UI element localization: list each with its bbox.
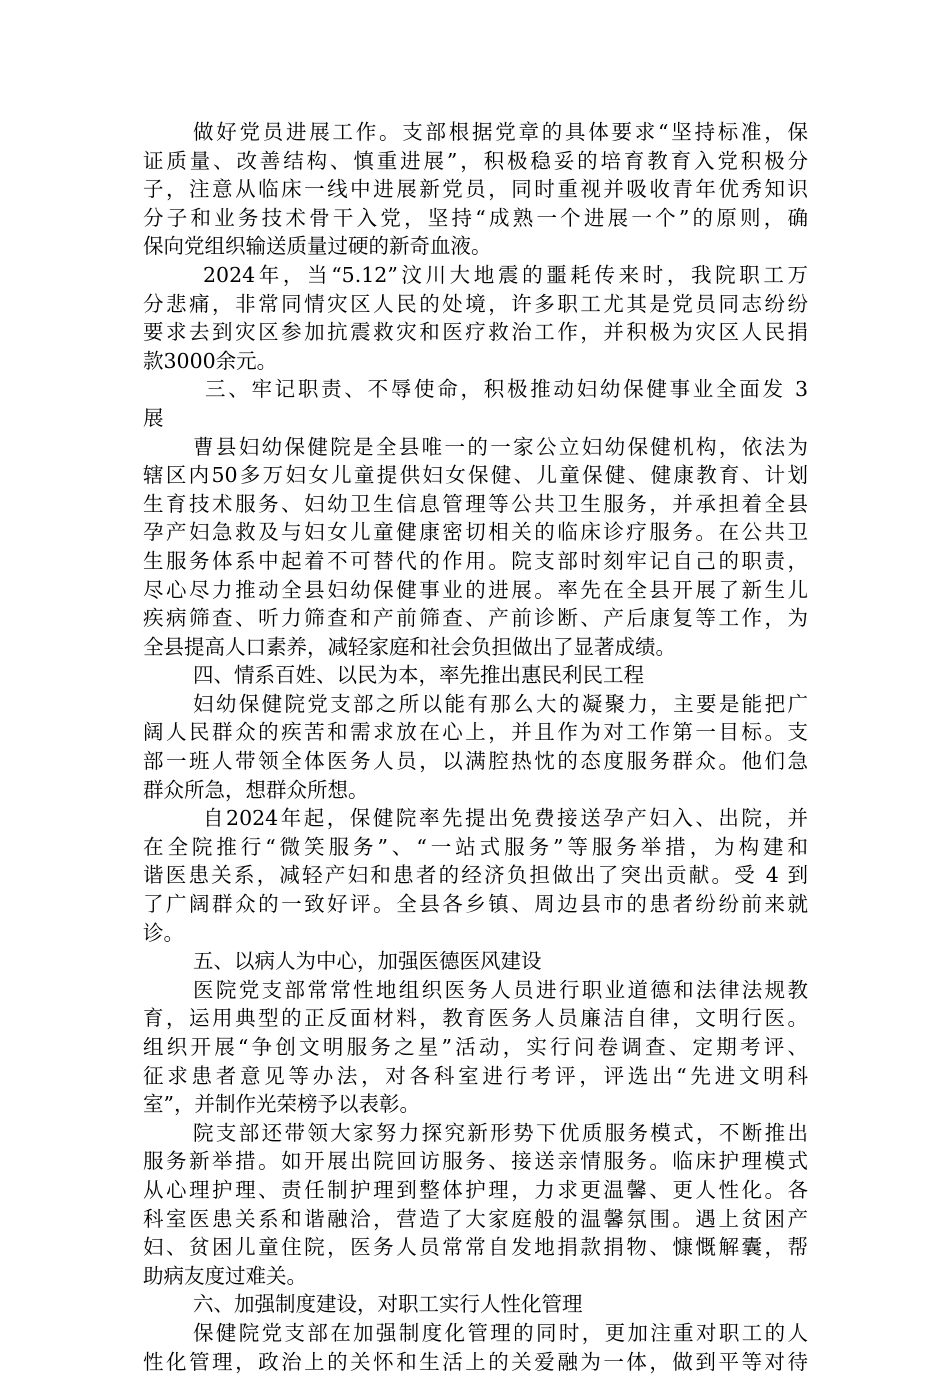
paragraph-line: 辖区内50多万妇女儿童提供妇女保健、儿童保健、健康教育、计划	[143, 463, 808, 488]
paragraph-line: 医院党支部常常性地组织医务人员进行职业道德和法律法规教	[193, 977, 808, 1002]
paragraph-line: 展	[143, 405, 164, 430]
paragraph-line: 服务新举措。如开展出院回访服务、接送亲情服务。临床护理模式	[143, 1149, 808, 1174]
paragraph-line: 从心理护理、责任制护理到整体护理，力求更温馨、更人性化。各	[143, 1177, 808, 1202]
paragraph-line: 了广阔群众的一致好评。全县各乡镇、周边县市的患者纷纷前来就	[143, 892, 808, 917]
paragraph-line: 尽心尽力推动全县妇幼保健事业的进展。率先在全县开展了新生儿	[143, 577, 808, 602]
paragraph-line: 保健院党支部在加强制度化管理的同时，更加注重对职工的人	[193, 1320, 808, 1345]
paragraph-line: 疾病筛查、听力筛查和产前筛查、产前诊断、产后康复等工作，为	[143, 606, 808, 631]
paragraph-line: 育，运用典型的正反面材料，教育医务人员廉洁自律，文明行医。	[143, 1006, 808, 1031]
paragraph-line: 证质量、改善结构、慎重进展”，积极稳妥的培育教育入党积极分	[143, 148, 808, 173]
paragraph-line: 诊。	[143, 920, 184, 945]
paragraph-line: 科室医患关系和谐融洽，营造了大家庭般的温馨氛围。遇上贫困产	[143, 1206, 808, 1231]
paragraph-line: 分子和业务技术骨干入党，坚持“成熟一个进展一个”的原则，确	[143, 205, 808, 230]
paragraph-line: 保向党组织输送质量过硬的新奇血液。	[143, 234, 492, 259]
document-body	[143, 118, 808, 1376]
paragraph-line: 子，注意从临床一线中进展新党员，同时重视并吸收青年优秀知识	[143, 177, 808, 202]
paragraph-line: 阔人民群众的疾苦和需求放在心上，并且作为对工作第一目标。支	[143, 720, 808, 745]
paragraph-line: 助病友度过难关。	[143, 1263, 307, 1288]
paragraph-line: 群众所急，想群众所想。	[143, 777, 369, 802]
paragraph-line: 谐医患关系，减轻产妇和患者的经济负担做出了突出贡献。受 4 到	[143, 863, 808, 888]
paragraph-line: 性化管理，政治上的关怀和生活上的关爱融为一体，做到平等对待	[143, 1349, 808, 1374]
paragraph-line: 妇幼保健院党支部之所以能有那么大的凝聚力，主要是能把广	[193, 691, 808, 716]
section-heading-line: 三、牢记职责、不辱使命，积极推动妇幼保健事业全面发 3	[205, 377, 808, 402]
paragraph-line: 分悲痛，非常同情灾区人民的处境，许多职工尤其是党员同志纷纷	[143, 291, 808, 316]
section-heading-line: 六、加强制度建设，对职工实行人性化管理	[193, 1292, 583, 1317]
paragraph-line: 2024年，当“5.12”汶川大地震的噩耗传来时，我院职工万	[203, 262, 808, 287]
paragraph-line: 妇、贫困儿童住院，医务人员常常自发地捐款捐物、慷慨解囊，帮	[143, 1235, 808, 1260]
paragraph-line: 做好党员进展工作。支部根据党章的具体要求“坚持标准，保	[193, 120, 808, 144]
paragraph-line: 自2024年起，保健院率先提出免费接送孕产妇入、出院，并	[203, 806, 808, 831]
paragraph-line: 部一班人带领全体医务人员，以满腔热忱的态度服务群众。他们急	[143, 749, 808, 774]
paragraph-line: 孕产妇急救及与妇女儿童健康密切相关的临床诊疗服务。在公共卫	[143, 520, 808, 545]
paragraph-line: 款3000余元。	[143, 348, 278, 373]
paragraph-line: 生服务体系中起着不可替代的作用。院支部时刻牢记自己的职责，	[143, 548, 808, 573]
section-heading-line: 四、情系百姓、以民为本，率先推出惠民利民工程	[193, 663, 644, 688]
paragraph-line: 组织开展“争创文明服务之星”活动，实行问卷调查、定期考评、	[143, 1035, 808, 1059]
paragraph-line: 全县提高人口素养，减轻家庭和社会负担做出了显著成绩。	[143, 634, 676, 659]
paragraph-line: 征求患者意见等办法，对各科室进行考评，评选出“先进文明科	[143, 1063, 808, 1088]
paragraph-line: 在全院推行“微笑服务”、“一站式服务”等服务举措，为构建和	[143, 834, 808, 859]
paragraph-line: 院支部还带领大家努力探究新形势下优质服务模式，不断推出	[193, 1120, 808, 1145]
paragraph-line: 生育技术服务、妇幼卫生信息管理等公共卫生服务，并承担着全县	[143, 491, 808, 516]
paragraph-line: 曹县妇幼保健院是全县唯一的一家公立妇幼保健机构，依法为	[193, 434, 808, 459]
paragraph-line: 要求去到灾区参加抗震救灾和医疗救治工作，并积极为灾区人民捐	[143, 320, 808, 345]
paragraph-line: 室”，并制作光荣榜予以表彰。	[143, 1092, 420, 1117]
section-heading-line: 五、以病人为中心，加强医德医风建设	[193, 949, 542, 974]
